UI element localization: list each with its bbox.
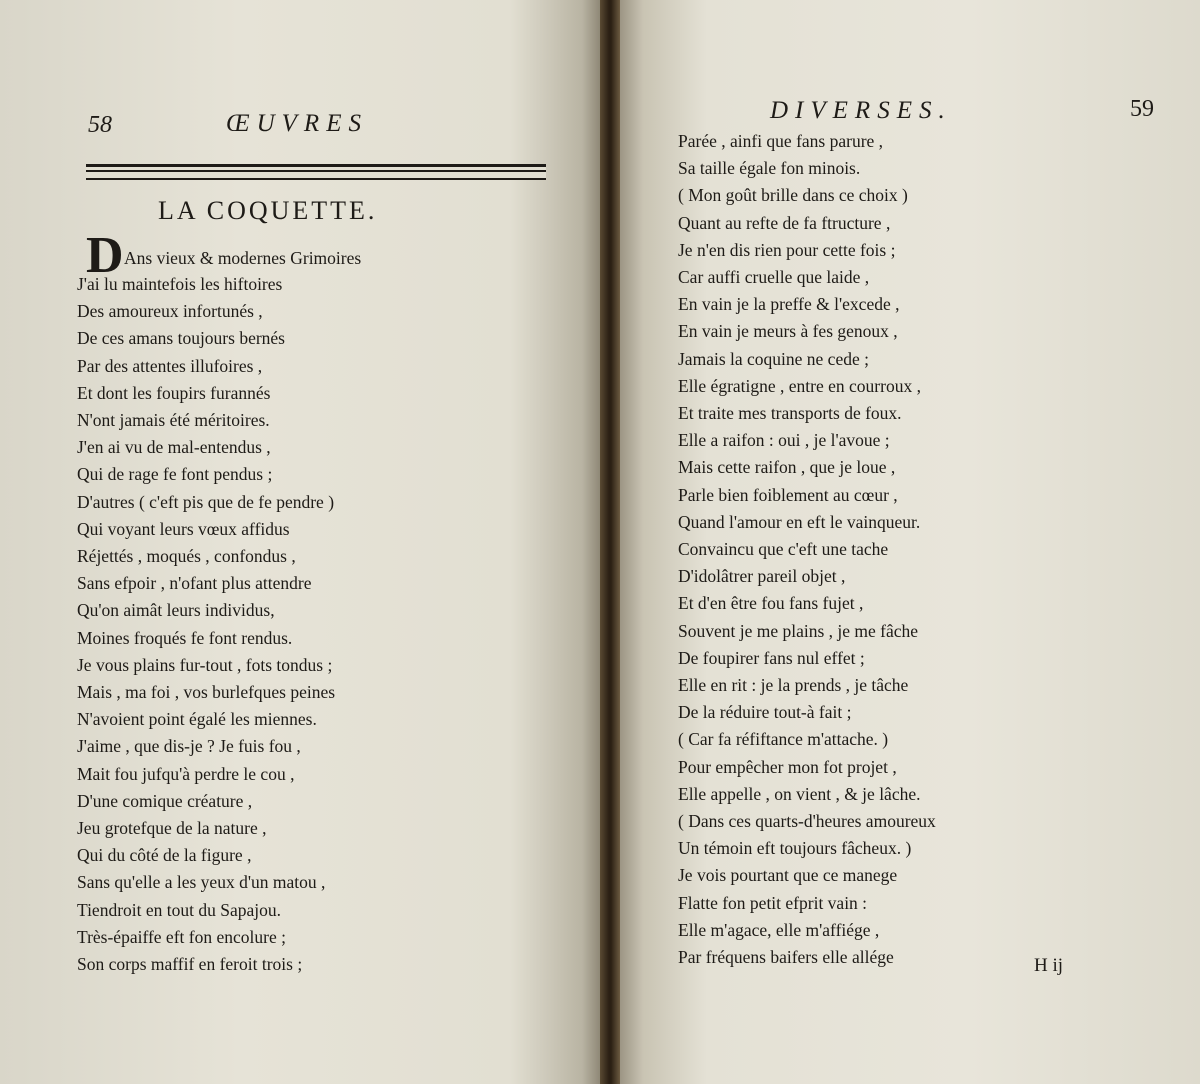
poem-line: Pour empêcher mon fot projet , [678,756,897,777]
poem-line: J'ai lu maintefois les hiftoires [77,274,283,294]
right-page [620,0,1200,1084]
poem-line: Car auffi cruelle que laide , [678,267,870,288]
poem-line: Par des attentes illufoires , [77,355,263,376]
poem-lines-right [678,128,936,971]
poem-line: Flatte fon petit efprit vain : [678,892,868,913]
poem-line: D'autres ( c'eft pis que de fe pendre ) [77,491,335,512]
poem-line: Je n'en dis rien pour cette fois ; [678,239,896,260]
poem-line: Un témoin eft toujours fâcheux. ) [678,838,912,859]
poem-line: Elle appelle , on vient , & je lâche. [678,783,921,804]
poem-line: Parle bien foiblement au cœur , [678,484,898,505]
poem-line: Mais , ma foi , vos burlefques peines [77,682,336,703]
poem-line: Elle égratigne , entre en courroux , [678,375,921,396]
poem-line: De la réduire tout-à fait ; [678,702,852,723]
poem-line: Quant au refte de fa ftructure , [678,212,891,233]
poem-line: Qui de rage fe font pendus ; [77,464,273,485]
poem-line: Qui voyant leurs vœux affidus [77,518,290,539]
poem-line: De ces amans toujours bernés [77,328,285,349]
poem-line: Qu'on aimât leurs individus, [77,600,275,621]
poem-line: Réjettés , moqués , confondus , [77,546,296,567]
poem-line: J'en ai vu de mal-entendus , [77,437,271,458]
poem-line: Je vois pourtant que ce manege [678,865,898,886]
poem-line: J'aime , que dis-je ? Je fuis fou , [77,736,301,757]
poem-line: Souvent je me plains , je me fâche [678,620,919,641]
poem-line: N'ont jamais été méritoires. [77,410,270,431]
poem-line: D'idolâtrer pareil objet , [678,566,846,587]
poem-line: Parée , ainfi que fans parure , [678,131,884,151]
poem-line: Et d'en être fou fans fujet , [678,593,864,614]
drop-cap: D [86,227,124,284]
poem-line: Mais cette raifon , que je loue , [678,457,896,478]
poem-line: ( Dans ces quarts-d'heures amoureux [678,811,936,832]
poem-line: D'une comique créature , [77,790,253,811]
poem-line: Sans efpoir , n'ofant plus attendre [77,573,312,594]
poem-lines-left [77,271,335,978]
page-number-right: 59 [1130,96,1154,122]
poem-line: Jeu grotefque de la nature , [77,818,267,839]
poem-line: Tiendroit en tout du Sapajou. [77,899,282,920]
poem-line: Par fréquens baifers elle allége [678,947,894,968]
poem-line: Mait fou jufqu'à perdre le cou , [77,763,295,784]
poem-line: Sa taille égale fon minois. [678,158,861,179]
poem-line: Son corps maffif en feroit trois ; [77,954,303,975]
poem-line: Et traite mes transports de foux. [678,403,902,424]
poem-line: Moines froqués fe font rendus. [77,627,293,648]
poem-line: Et dont les foupirs furannés [77,382,271,403]
poem-line: Quand l'amour en eft le vainqueur. [678,511,921,532]
poem-line: N'avoient point égalé les miennes. [77,709,317,730]
page-number-left: 58 [88,112,112,138]
running-head-right: DIVERSES. [770,97,952,124]
poem-line: Des amoureux infortunés , [77,301,263,322]
book-gutter [600,0,620,1084]
signature-mark: H ij [1034,955,1064,976]
ornamental-rule [86,164,546,180]
running-head-left: ŒUVRES [226,110,368,137]
poem-line: Très-épaiffe eft fon encolure ; [77,926,286,947]
poem-line: De foupirer fans nul effet ; [678,647,865,668]
poem-line: ( Car fa réfiftance m'attache. ) [678,729,889,750]
poem-line: ( Mon goût brille dans ce choix ) [678,185,908,206]
poem-line: En vain je la preffe & l'excede , [678,294,900,315]
poem-line: Jamais la coquine ne cede ; [678,348,869,369]
poem-title: LA COQUETTE. [158,196,378,225]
poem-line: Elle m'agace, elle m'affiége , [678,919,880,940]
poem-first-line: Ans vieux & modernes Grimoires [124,248,362,268]
poem-line: Elle en rit : je la prends , je tâche [678,675,909,696]
poem-line: Elle a raifon : oui , je l'avoue ; [678,430,890,451]
poem-line: Qui du côté de la figure , [77,845,252,866]
poem-line: Convaincu que c'eft une tache [678,539,889,560]
poem-line: Sans qu'elle a les yeux d'un matou , [77,872,326,893]
poem-line: En vain je meurs à fes genoux , [678,321,898,342]
poem-line: Je vous plains fur-tout , fots tondus ; [77,654,333,675]
